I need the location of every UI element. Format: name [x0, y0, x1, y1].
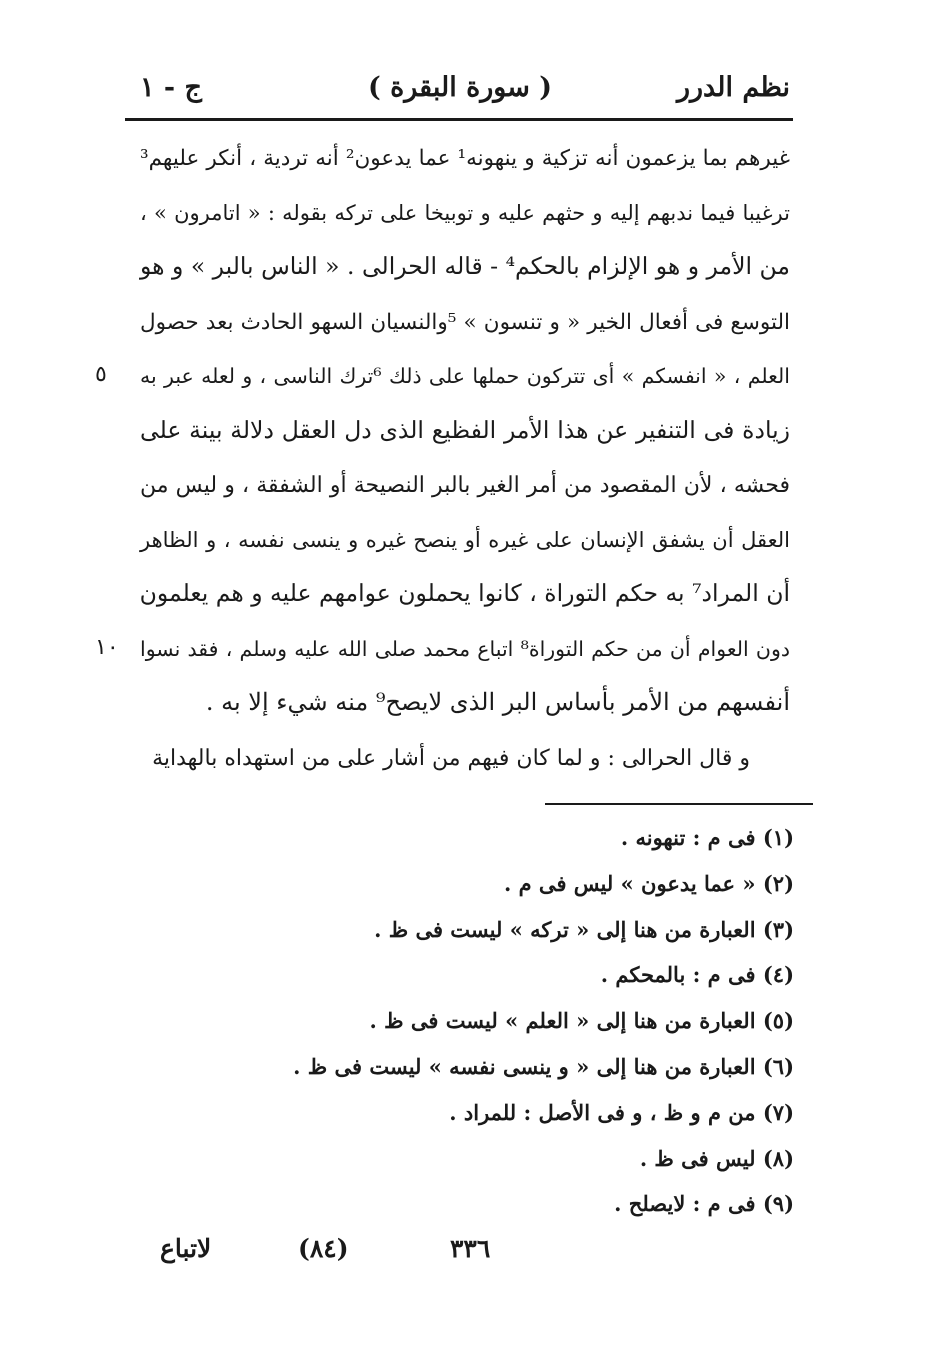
text-line: العلم ، « انفسكم » أى تتركون حملها على ذلك ⁶ترك الناسى ، و لعله عبر به ٥	[140, 348, 790, 403]
surah-title: ( سورة البقرة )	[367, 72, 553, 103]
footnote: (٦) العبارة من هنا إلى « و ينسى نفسه » ليست فى ظ .	[293, 1053, 794, 1079]
main-text	[95, 130, 790, 784]
line-number-10: ١٠	[95, 634, 119, 660]
text-line: أنفسهم من الأمر بأساس البر الذى لايصح⁹ منه شيء إلا به .	[205, 688, 790, 716]
text-line: و قال الحرالى : و لما كان فيهم من أشار على من استهداه بالهداية	[152, 745, 750, 771]
header-rule	[125, 118, 793, 121]
text-line: العقل أن يشفق الإنسان على غيره أو ينصح غيره و ينسى نفسه ، و الظاهر	[140, 527, 790, 552]
page-number: ٣٣٦	[450, 1234, 491, 1263]
line-number-5: ٥	[95, 362, 107, 387]
page-footer	[160, 1228, 560, 1272]
page-header	[130, 66, 790, 110]
text-line: غيرهم بما يزعمون أنه تزكية و ينهونه¹ عما يدعون² أنه تردية ، أنكر عليهم³	[140, 146, 790, 171]
text-line: أن المراد⁷ به حكم التوراة ، كانوا يحملون عوامهم عليه و هم يعلمون	[139, 579, 790, 607]
footnote: (١) فى م : تنهونه .	[620, 825, 794, 850]
footnote: (٥) العبارة من هنا إلى « العلم » ليست فى ظ .	[369, 1008, 794, 1034]
footnote: (٤) فى م : بالمحكم .	[600, 962, 794, 988]
footnote: (٣) العبارة من هنا إلى « تركه » ليست فى ظ .	[374, 916, 794, 942]
volume-label: ج - ١	[140, 72, 202, 103]
text-line: دون العوام أن من حكم التوراة⁸ اتباع محمد صلى الله عليه وسلم ، فقد نسوا ١٠	[140, 621, 790, 676]
catchword: لاتباع	[160, 1234, 212, 1263]
footnotes	[274, 815, 794, 1227]
footnote-rule	[545, 803, 813, 805]
text-line: من الأمر و هو الإلزام بالحكم⁴ - قاله الحرالى . « الناس بالبر » و هو	[140, 252, 790, 280]
text-line: زيادة فى التنفير عن هذا الأمر الفظيع الذى دل العقل دلالة بينة على	[140, 415, 790, 444]
text-line: التوسع فى أفعال الخير « و تنسون » ⁵والنسيان السهو الحادث بعد حصول	[140, 309, 790, 335]
footnote: (٩) فى م : لايصلح .	[614, 1191, 794, 1217]
text-line: ترغيبا فيما ندبهم إليه و حثهم عليه و توبيخا على تركه بقوله : « اتامرون » ،	[140, 200, 790, 225]
footnote: (٢) « عما يدعون » ليس فى م .	[504, 870, 794, 896]
footnote: (٨) ليس فى ظ .	[639, 1145, 794, 1171]
book-title: نظم الدرر	[676, 72, 790, 103]
text-line: فحشه ، لأن المقصود من أمر الغير بالبر النصيحة أو الشفقة ، و ليس من	[140, 473, 790, 498]
footnote: (٧) من م و ظ ، و فى الأصل : للمراد .	[449, 1099, 794, 1125]
volume-mark: (٨٤)	[298, 1234, 349, 1263]
